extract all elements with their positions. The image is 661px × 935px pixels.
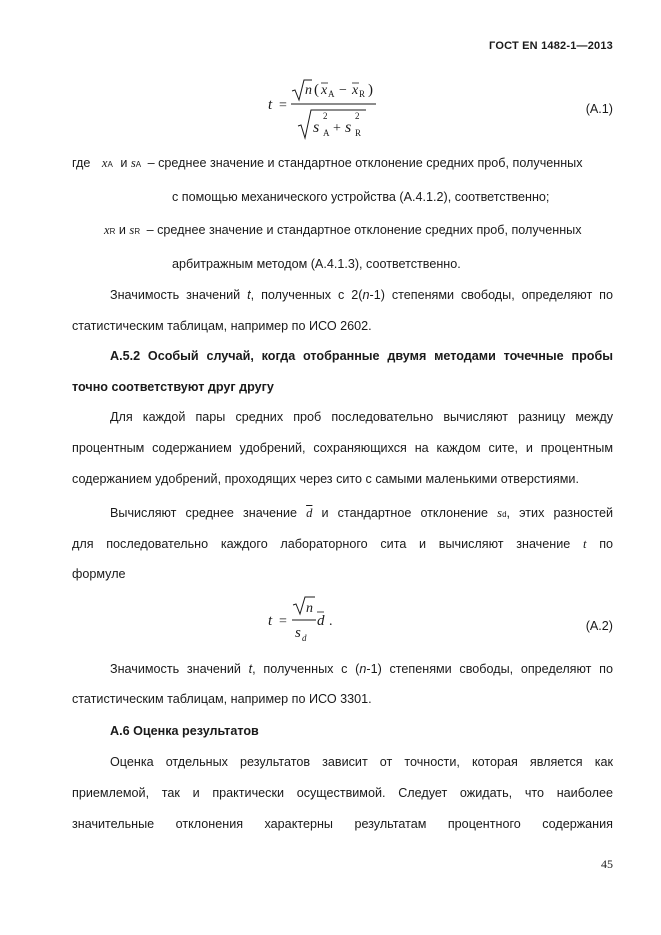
svg-text:A: A xyxy=(323,128,330,138)
svg-text:n: n xyxy=(305,83,312,98)
svg-text:=: = xyxy=(279,614,287,629)
section-a52-heading-line-2: точно соответствуют друг другу xyxy=(72,380,274,394)
where-line-2: с помощью механического устройства (А.4.1.2), соответственно; xyxy=(172,190,550,204)
para5-line-1: Оценка отдельных результатов зависит от точности, которая является как xyxy=(110,755,613,769)
svg-text:(: ( xyxy=(314,82,319,98)
formula-a1 xyxy=(262,78,392,142)
section-a6-heading: А.6 Оценка результатов xyxy=(110,724,259,738)
svg-text:n: n xyxy=(306,601,313,616)
para4-line-1: Значимость значений t, полученных с (n-1) степенями свободы, определяют по xyxy=(110,662,613,676)
para3-line-2: для последовательно каждого лабораторного сита и вычисляют значение t по xyxy=(72,537,614,551)
para2-line-1: Для каждой пары средних проб последовательно вычисляют разницу между xyxy=(110,410,613,424)
svg-text:s: s xyxy=(313,119,320,136)
section-a52-heading-line-1: А.5.2 Особый случай, когда отобранные двумя методами точечные пробы xyxy=(110,349,613,363)
para5-line-2: приемлемой, так и практически осуществимой. Следует ожидать, что наиболее xyxy=(72,786,613,800)
svg-text:d: d xyxy=(302,633,307,643)
svg-text:s: s xyxy=(345,119,352,136)
para1-line-2: статистическим таблицам, например по ИСО 2602. xyxy=(72,319,372,333)
svg-text:x: x xyxy=(352,83,359,98)
svg-text:2: 2 xyxy=(323,111,328,121)
para1-line-1: Значимость значений t, полученных с 2(n-1) степенями свободы, определяют по xyxy=(110,288,614,302)
where-line-4: арбитражным методом (А.4.1.3), соответственно. xyxy=(172,257,461,271)
para5-line-3: значительные отклонения характерны результатам процентного содержания xyxy=(72,817,613,831)
equation-number-a2: (А.2) xyxy=(585,619,613,633)
svg-text:=: = xyxy=(279,98,287,113)
svg-text:d: d xyxy=(317,613,325,629)
document-header: ГОСТ EN 1482-1—2013 xyxy=(489,40,613,52)
formula-a1-t: t xyxy=(268,97,273,113)
para2-line-3: содержанием удобрений, проходящих через сито с самыми маленькими отверстиями. xyxy=(72,472,579,486)
svg-text:t: t xyxy=(268,613,273,629)
page-number: 45 xyxy=(601,857,613,871)
formula-a2 xyxy=(264,595,344,645)
where-line-1: где xA и sA – среднее значение и стандартное отклонение средних проб, полученных xyxy=(72,156,583,170)
svg-text:x: x xyxy=(321,83,328,98)
svg-text:−: − xyxy=(339,83,347,98)
para3-line-1: Вычисляют среднее значение $\overline{d}$ и стандартное отклонение sd, этих разностей xyxy=(110,506,614,520)
para3-line-3: формуле xyxy=(72,567,126,581)
where-line-3: xR и sR – среднее значение и стандартное отклонение средних проб, полученных xyxy=(104,223,582,237)
svg-text:s: s xyxy=(295,625,301,641)
para4-line-2: статистическим таблицам, например по ИСО 3301. xyxy=(72,692,372,706)
svg-text:+: + xyxy=(333,121,341,136)
svg-text:R: R xyxy=(359,89,366,99)
svg-text:R: R xyxy=(355,128,362,138)
para2-line-2: процентным содержанием удобрений, сохраняющихся на каждом сите, и процентным xyxy=(72,441,613,455)
svg-text:): ) xyxy=(368,82,373,98)
svg-text:A: A xyxy=(328,89,335,99)
svg-text:.: . xyxy=(329,614,333,629)
svg-text:2: 2 xyxy=(355,111,360,121)
equation-number-a1: (A.1) xyxy=(585,102,613,116)
